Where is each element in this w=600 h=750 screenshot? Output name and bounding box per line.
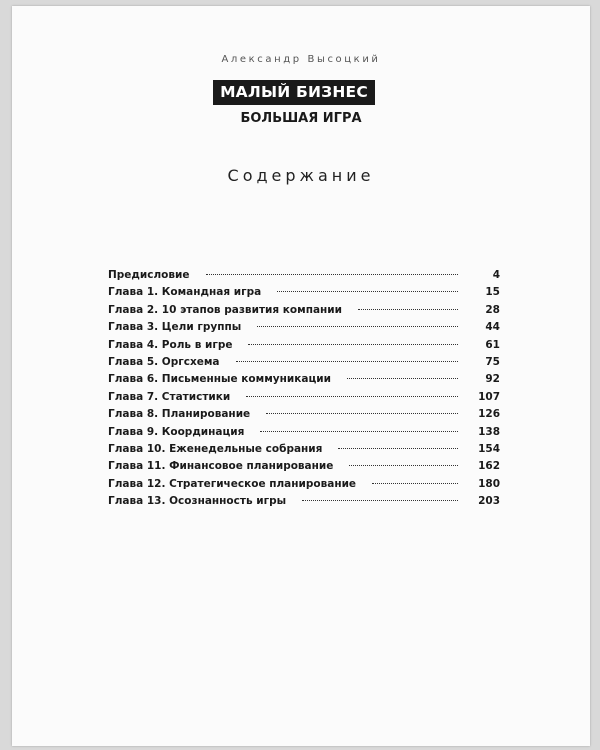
toc-entry bbox=[108, 304, 500, 321]
toc-entry-page: 154 bbox=[478, 442, 500, 455]
toc-entry-page: 15 bbox=[485, 286, 500, 299]
toc-entry-title: Глава 4. Роль в игре bbox=[108, 338, 233, 351]
toc-entry bbox=[108, 408, 500, 425]
toc-entry bbox=[108, 339, 500, 356]
toc-entry-page: 162 bbox=[478, 460, 500, 473]
toc-leader-dots bbox=[358, 309, 458, 310]
book-subtitle: БОЛЬШАЯ ИГРА bbox=[240, 111, 362, 126]
toc-entry-title: Глава 1. Командная игра bbox=[108, 286, 262, 299]
toc-entry-page: 75 bbox=[485, 355, 500, 368]
toc-entry bbox=[108, 478, 500, 495]
toc-entry-title: Глава 3. Цели группы bbox=[108, 321, 242, 334]
toc-entry-title: Глава 9. Координация bbox=[108, 425, 245, 438]
toc-entry-title: Глава 12. Стратегическое планирование bbox=[108, 477, 357, 490]
toc-entry bbox=[108, 269, 500, 286]
toc-entry-title: Глава 8. Планирование bbox=[108, 408, 251, 421]
toc-entry-page: 92 bbox=[485, 373, 500, 386]
toc-entry-title: Глава 2. 10 этапов развития компании bbox=[108, 303, 343, 316]
toc-leader-dots bbox=[338, 448, 458, 449]
toc-entry-page: 126 bbox=[478, 408, 500, 421]
toc-leader-dots bbox=[349, 465, 458, 466]
table-of-contents bbox=[108, 269, 500, 512]
toc-entry-page: 107 bbox=[478, 390, 500, 403]
toc-leader-dots bbox=[246, 396, 458, 397]
toc-entry-page: 44 bbox=[485, 321, 500, 334]
toc-leader-dots bbox=[347, 378, 458, 379]
toc-leader-dots bbox=[206, 274, 458, 275]
toc-entry-page: 61 bbox=[485, 338, 500, 351]
toc-entry-title: Глава 11. Финансовое планирование bbox=[108, 460, 334, 473]
toc-entry bbox=[108, 356, 500, 373]
toc-entry-title: Глава 6. Письменные коммуникации bbox=[108, 373, 331, 386]
toc-entry bbox=[108, 373, 500, 390]
toc-leader-dots bbox=[372, 483, 458, 484]
toc-entry-page: 28 bbox=[485, 303, 500, 316]
toc-entry bbox=[108, 443, 500, 460]
toc-leader-dots bbox=[266, 413, 458, 414]
toc-leader-dots bbox=[248, 344, 458, 345]
toc-entry bbox=[108, 426, 500, 443]
author-name: Александр Высоцкий bbox=[221, 54, 381, 65]
toc-entry-page: 203 bbox=[478, 495, 500, 508]
toc-entry-title: Глава 13. Осознанность игры bbox=[108, 495, 287, 508]
book-page bbox=[12, 6, 590, 746]
toc-entry bbox=[108, 495, 500, 512]
toc-leader-dots bbox=[260, 431, 458, 432]
toc-entry-page: 180 bbox=[478, 477, 500, 490]
contents-heading: Содержание bbox=[227, 166, 375, 185]
toc-leader-dots bbox=[302, 500, 458, 501]
toc-entry bbox=[108, 460, 500, 477]
toc-leader-dots bbox=[236, 361, 458, 362]
toc-entry-title: Глава 5. Оргсхема bbox=[108, 355, 220, 368]
toc-leader-dots bbox=[257, 326, 458, 327]
book-title: МАЛЫЙ БИЗНЕС bbox=[213, 80, 375, 105]
toc-entry-title: Глава 10. Еженедельные собрания bbox=[108, 442, 323, 455]
toc-entry-page: 4 bbox=[492, 269, 500, 281]
toc-entry bbox=[108, 391, 500, 408]
toc-entry-page: 138 bbox=[478, 425, 500, 438]
toc-entry bbox=[108, 321, 500, 338]
toc-entry bbox=[108, 286, 500, 303]
toc-entry-title: Глава 7. Статистики bbox=[108, 390, 231, 403]
toc-leader-dots bbox=[277, 291, 458, 292]
toc-entry-title: Предисловие bbox=[108, 269, 190, 281]
